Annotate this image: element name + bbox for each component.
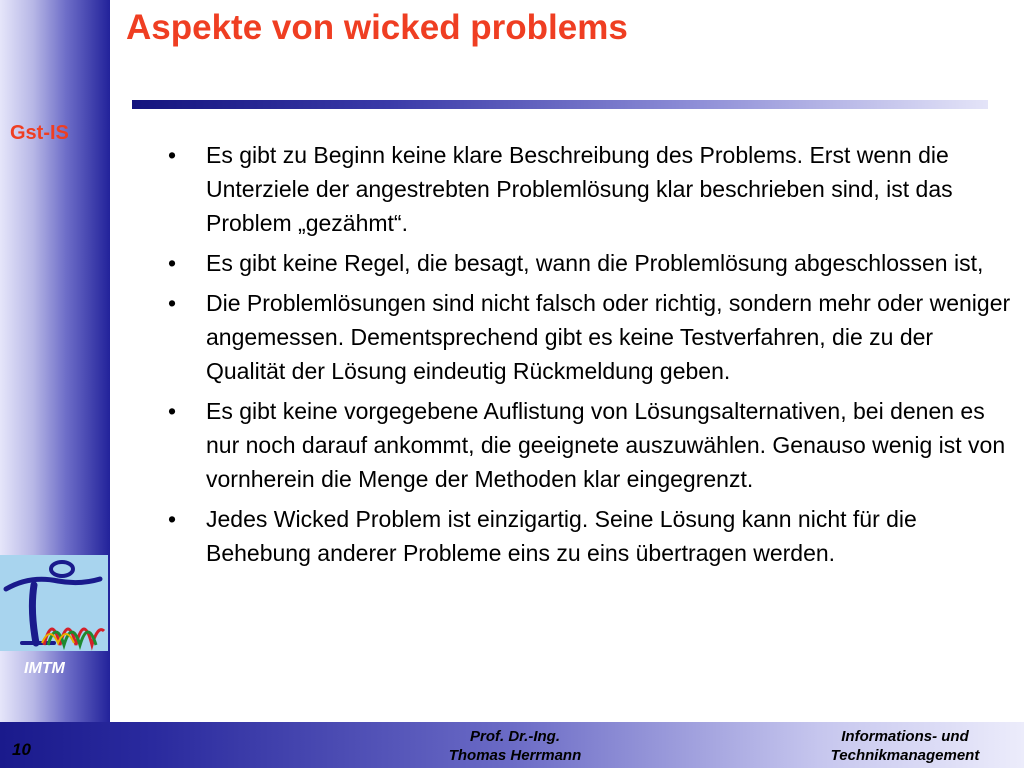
bullet-item <box>168 286 1014 388</box>
footer-author-name: Thomas Herrmann <box>448 747 582 764</box>
bullet-item <box>168 246 1014 280</box>
imtm-logo-icon <box>0 555 108 651</box>
bullet-point-icon: • <box>168 290 177 316</box>
bullet-item <box>168 502 1014 570</box>
imtm-logo-graphic <box>0 555 108 651</box>
title-underline <box>132 100 988 109</box>
slide-title: Aspekte von wicked problems <box>126 8 628 47</box>
bullet-point-icon: • <box>168 506 177 532</box>
logo-label: IMTM <box>24 660 65 677</box>
bullet-item <box>168 394 1014 496</box>
bullet-point-icon: • <box>168 250 177 276</box>
bullet-text: Es gibt keine vorgegebene Auflistung von Lösungsalternativen, bei denen es nur noch darauf ankommt, die geeignete auszuwählen. Genauso wenig ist von vornherein die Menge der Methoden klar eingegrenzt. <box>206 398 1006 492</box>
bullet-text: Es gibt keine Regel, die besagt, wann die Problemlösung abgeschlossen ist, <box>206 250 984 276</box>
bullet-text: Jedes Wicked Problem ist einzigartig. Seine Lösung kann nicht für die Behebung anderer Probleme eins zu eins übertragen werden. <box>206 506 917 566</box>
course-label: Gst-IS <box>10 122 69 144</box>
bullet-point-icon: • <box>168 398 177 424</box>
page-number: 10 <box>12 740 31 759</box>
bullet-point-icon: • <box>168 142 177 168</box>
bullet-list <box>168 138 1014 576</box>
footer-author <box>400 727 630 765</box>
footer-author-title: Prof. Dr.-Ing. <box>470 728 560 745</box>
bullet-text: Es gibt zu Beginn keine klare Beschreibung des Problems. Erst wenn die Unterziele der angestrebten Problemlösung klar beschrieben sind, ist das Problem „gezähmt“. <box>206 142 953 236</box>
left-gradient-bar <box>0 0 110 768</box>
footer-department <box>790 727 1020 765</box>
footer-department-line2: Technikmanagement <box>830 747 980 764</box>
bullet-text: Die Problemlösungen sind nicht falsch oder richtig, sondern mehr oder weniger angemessen. Dementsprechend gibt es keine Testverfahren, die zu der Qualität der Lösung eindeutig Rückmeldung geben. <box>206 290 1011 384</box>
footer-department-line1: Informations- und <box>841 728 969 745</box>
bullet-item <box>168 138 1014 240</box>
